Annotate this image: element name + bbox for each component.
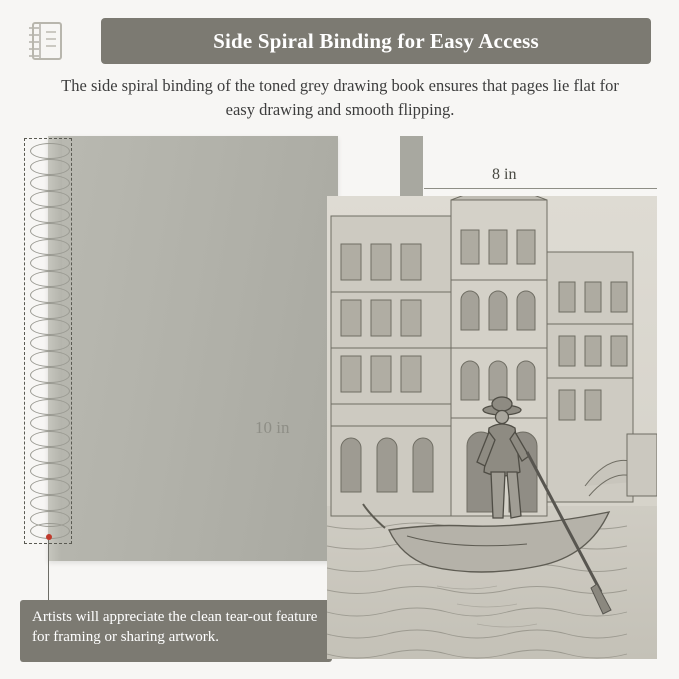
callout-pin-icon [46, 534, 52, 540]
height-dimension-label: 10 in [255, 418, 290, 437]
page-title: Side Spiral Binding for Easy Access [213, 28, 539, 53]
subtitle-text: The side spiral binding of the toned grey drawing book ensures that pages lie flat for easy drawing and smooth flipping. [61, 76, 619, 119]
inner-page [327, 136, 657, 659]
callout-box [20, 600, 332, 662]
header-banner [101, 18, 651, 64]
notebook-icon [26, 20, 66, 62]
gondola-sketch-artwork [327, 196, 657, 659]
width-dimension-label: 8 in [486, 166, 522, 184]
notebook-cover [48, 136, 338, 561]
callout-leader-line [48, 540, 49, 602]
page-tab [400, 136, 423, 198]
spiral-coil [30, 143, 70, 539]
callout-text: Artists will appreciate the clean tear-out feature for framing or sharing artwork. [32, 609, 318, 645]
